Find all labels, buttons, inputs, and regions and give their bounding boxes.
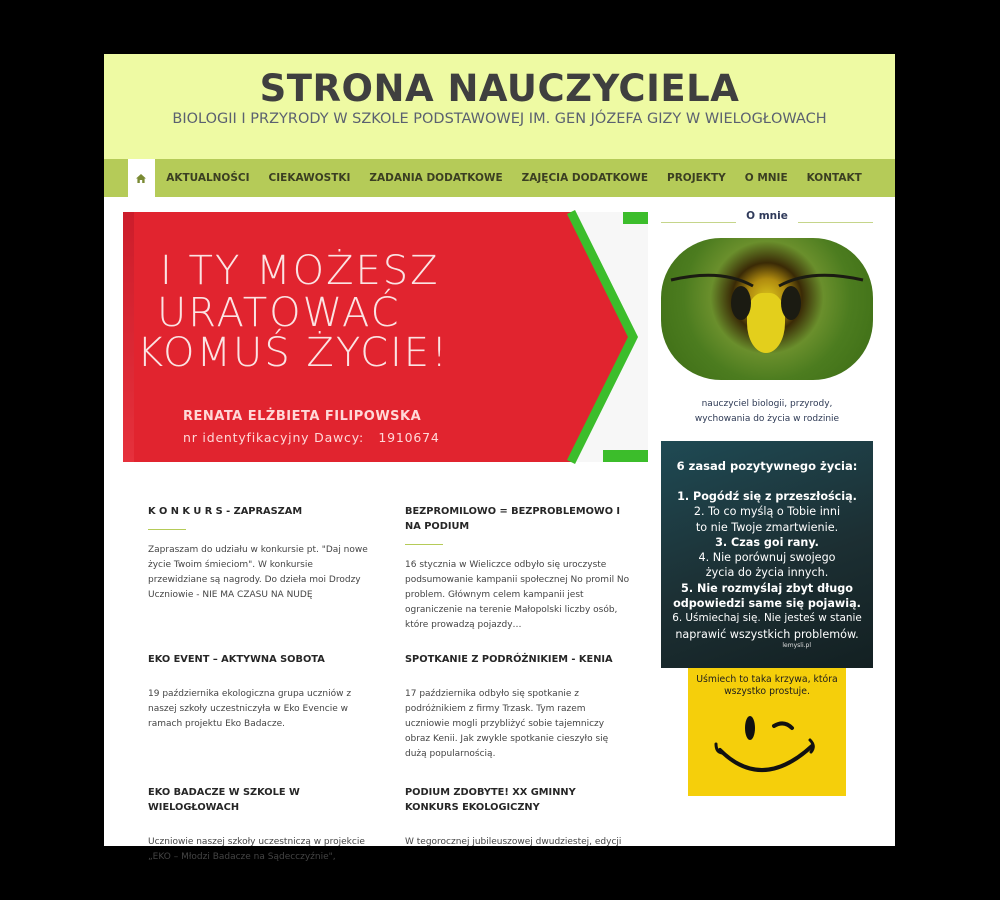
post-excerpt: 16 stycznia w Wieliczce odbyło się uroczyste podsumowanie kampanii społecznej No promil No problem. Głównym celem kampanii jest ograniczenie na terenie Małopolski liczby osób, które prowadzą pojazdy… xyxy=(405,560,630,630)
rule-line: 5. Nie rozmyślaj zbyt długo xyxy=(681,581,853,595)
post-excerpt: 17 października odbyło się spotkanie z podróżnikiem z firmy Trzask. Tym razem uczniowie mogli przybliżyć sobie tajemniczy obraz Kenii. Jak zwykle spotkanie cieszyło się dużą popularnością. xyxy=(405,689,609,759)
hero-line-2: URATOWAĆ xyxy=(157,290,401,336)
rule-line: 1. Pogódź się z przeszłością. xyxy=(677,490,857,503)
post-excerpt: Uczniowie naszej szkoły uczestniczą w projekcie „EKO – Młodzi Badacze na Sądecczyźnie", xyxy=(148,837,365,862)
main-nav xyxy=(104,159,895,197)
nav-item-ciekawostki[interactable]: CIEKAWOSTKI xyxy=(268,172,351,184)
site-header xyxy=(104,54,895,159)
post-title[interactable]: SPOTKANIE Z PODRÓŻNIKIEM - KENIA xyxy=(405,654,613,665)
rule-line: 2. To co myślą o Tobie inni xyxy=(693,505,841,519)
smiley-face-icon xyxy=(712,710,822,790)
divider xyxy=(661,222,736,223)
hero-line-1: I TY MOŻESZ xyxy=(160,248,440,294)
hero-donor-id xyxy=(183,430,440,445)
nav-item-kontakt[interactable]: KONTAKT xyxy=(806,172,862,184)
rules-source: lemysli.pl xyxy=(782,641,811,649)
post-excerpt: W tegorocznej jubileuszowej dwudziestej, edycji xyxy=(405,837,622,847)
about-widget-header xyxy=(661,204,873,228)
site-subtitle: BIOLOGII I PRZYRODY W SZKOLE PODSTAWOWEJ IM. GEN JÓZEFA GIZY W WIELOGŁOWACH xyxy=(172,111,827,127)
hero-donor-name: RENATA ELŻBIETA FILIPOWSKA xyxy=(183,409,422,424)
divider xyxy=(798,222,873,223)
nav-item-zajecia-dodatkowe[interactable]: ZAJĘCIA DODATKOWE xyxy=(521,172,649,184)
hero-green-chevron xyxy=(533,212,648,462)
nav-item-zadania-dodatkowe[interactable]: ZADANIA DODATKOWE xyxy=(369,172,503,184)
post-title[interactable]: PODIUM ZDOBYTE! XX GMINNY KONKURS EKOLOGICZNY xyxy=(405,787,576,813)
post-title[interactable]: K O N K U R S - ZAPRASZAM xyxy=(148,506,303,517)
post-title[interactable]: EKO EVENT – AKTYWNA SOBOTA xyxy=(148,654,325,665)
about-text xyxy=(661,397,873,427)
wasp-antennae xyxy=(661,238,873,380)
post-excerpt: 19 października ekologiczna grupa uczniów z naszej szkoły uczestniczyła w Eko Evencie w ramach projektu Eko Badacze. xyxy=(148,689,352,729)
about-widget-title: O mnie xyxy=(746,210,788,222)
hero-image[interactable] xyxy=(123,212,648,462)
nav-item-o-mnie[interactable]: O MNIE xyxy=(744,172,788,184)
hero-stripe xyxy=(123,212,134,462)
rule-line: odpowiedzi same się pojawią. xyxy=(673,597,861,611)
post-card xyxy=(148,504,373,603)
about-line: wychowania do życia w rodzinie xyxy=(694,414,840,424)
nav-item-projekty[interactable]: PROJEKTY xyxy=(667,172,726,184)
hero-id-value: 1910674 xyxy=(378,430,440,445)
rules-image xyxy=(661,441,873,668)
smile-quote: Uśmiech to taka krzywa, która wszystko prostuje. xyxy=(696,674,838,697)
post-card xyxy=(405,504,630,633)
post-divider xyxy=(148,529,186,530)
about-line: nauczyciel biologii, przyrody, xyxy=(701,399,833,409)
rule-line: 4. Nie porównuj swojego xyxy=(698,551,836,565)
nav-item-aktualnosci[interactable]: AKTUALNOŚCI xyxy=(166,172,250,184)
hero-id-label: nr identyfikacyjny Dawcy: xyxy=(183,430,365,445)
rule-line: naprawić wszystkich problemów. xyxy=(675,627,859,641)
rules-title: 6 zasad pozytywnego życia: xyxy=(676,459,858,473)
post-card xyxy=(148,652,373,732)
post-divider xyxy=(405,544,443,545)
post-card xyxy=(148,785,373,865)
rule-line: życia do życia innych. xyxy=(705,566,829,580)
post-title[interactable]: EKO BADACZE W SZKOLE W WIELOGŁOWACH xyxy=(148,787,300,813)
home-icon xyxy=(136,174,146,183)
rule-line: 3. Czas goi rany. xyxy=(715,535,819,549)
page xyxy=(104,54,895,862)
main-content xyxy=(123,212,648,462)
sidebar xyxy=(661,204,873,796)
post-card xyxy=(405,785,630,850)
rule-line: 6. Uśmiechaj się. Nie jesteś w stanie xyxy=(672,612,862,625)
post-card xyxy=(405,652,630,762)
wasp-photo xyxy=(661,238,873,380)
nav-home[interactable] xyxy=(128,159,155,197)
hero-line-3: KOMUŚ ŻYCIE! xyxy=(137,330,450,376)
smile-image xyxy=(688,668,846,796)
post-excerpt: Zapraszam do udziału w konkursie pt. "Daj nowe życie Twoim śmieciom". W konkursie przewidziane są nagrody. Do dzieła moi Drodzy Uczniowie - NIE MA CZASU NA NUDĘ xyxy=(148,545,368,600)
post-title[interactable]: BEZPROMILOWO = BEZPROBLEMOWO I NA PODIUM xyxy=(405,506,621,532)
site-title[interactable]: STRONA NAUCZYCIELA xyxy=(259,67,740,110)
rule-line: to nie Twoje zmartwienie. xyxy=(695,520,839,534)
